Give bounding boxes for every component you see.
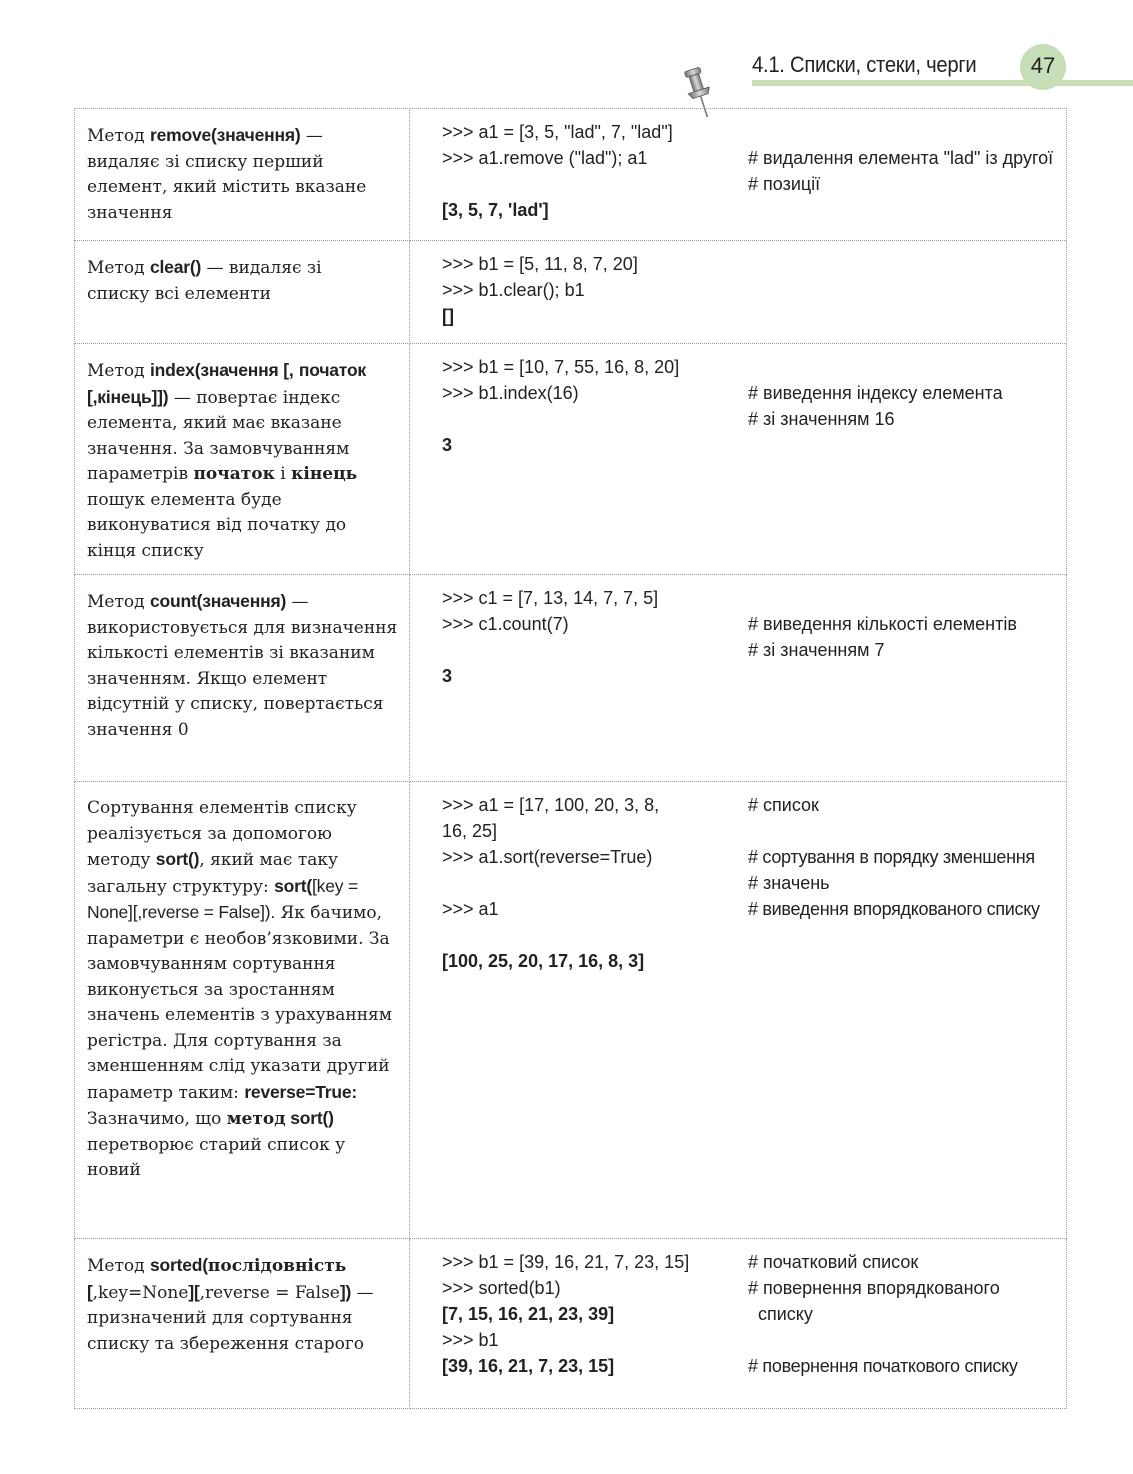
table-row <box>75 1239 1067 1409</box>
code-example: >>> b1 = [39, 16, 21, 7, 23, 15] # початковий список >>> sorted(b1) # повернення впорядкованого [7, 15, 16, 21, 23, 39] списку >>> b1 [39, 16, 21, 7, 23, 15] # повернення початкового списку <box>410 1239 1067 1409</box>
methods-table <box>74 108 1067 1409</box>
method-description: Метод sorted(послідовність [,key=None][,reverse = False]) — призначений для сортування списку та збереження старого <box>75 1239 410 1409</box>
method-description: Метод clear() — видаляє зі списку всі елементи <box>75 241 410 344</box>
method-description: Метод count(значення) — використовується для визначення кількості елементів зі вказаним значенням. Якщо елемент відсутній у списку, повертається значення 0 <box>75 575 410 782</box>
code-example: >>> a1 = [3, 5, "lad", 7, "lad"] >>> a1.remove ("lad"); a1 # видалення елемента "lad" із другої # позиції [3, 5, 7, 'lad'] <box>410 109 1067 241</box>
method-description: Сортування елементів списку реалізується за допомогою методу sort(), який має таку загальну структуру: sort([key = None][,reverse = False]). Як бачимо, параметри є необов’язковими. За замовчуванням сортування виконується за зростанням значень елементів з урахуванням регістра. Для сортування за зменшенням слід указати другий параметр таким: reverse=True: Зазначимо, що метод sort() перетворює старий список у новий <box>75 782 410 1239</box>
code-example: >>> c1 = [7, 13, 14, 7, 7, 5] >>> c1.count(7) # виведення кількості елементів # зі значенням 7 3 <box>410 575 1067 782</box>
table-row <box>75 109 1067 241</box>
page-header <box>0 0 1133 110</box>
code-example: >>> b1 = [5, 11, 8, 7, 20] >>> b1.clear(); b1 [] <box>410 241 1067 344</box>
code-example: >>> a1 = [17, 100, 20, 3, 8, # список 16, 25] >>> a1.sort(reverse=True) # сортування в порядку зменшення # значень >>> a1 # виведення впорядкованого списку [100, 25, 20, 17, 16, 8, 3] <box>410 782 1067 1239</box>
table-row <box>75 241 1067 344</box>
code-example: >>> b1 = [10, 7, 55, 16, 8, 20] >>> b1.index(16) # виведення індексу елемента # зі значенням 16 3 <box>410 344 1067 575</box>
table-row <box>75 782 1067 1239</box>
section-title: 4.1. Списки, стеки, черги <box>752 52 977 77</box>
method-description: Метод remove(значення) — видаляє зі списку перший елемент, який містить вказане значення <box>75 109 410 241</box>
page-number: 47 <box>1020 44 1066 90</box>
table-row <box>75 344 1067 575</box>
table-row <box>75 575 1067 782</box>
header-rule <box>752 80 1133 86</box>
method-description: Метод index(значення [, початок [,кінець]]) — повертає індекс елемента, який має вказане значення. За замовчуванням параметрів початок і кінець пошук елемента буде виконуватися від початку до кінця списку <box>75 344 410 575</box>
